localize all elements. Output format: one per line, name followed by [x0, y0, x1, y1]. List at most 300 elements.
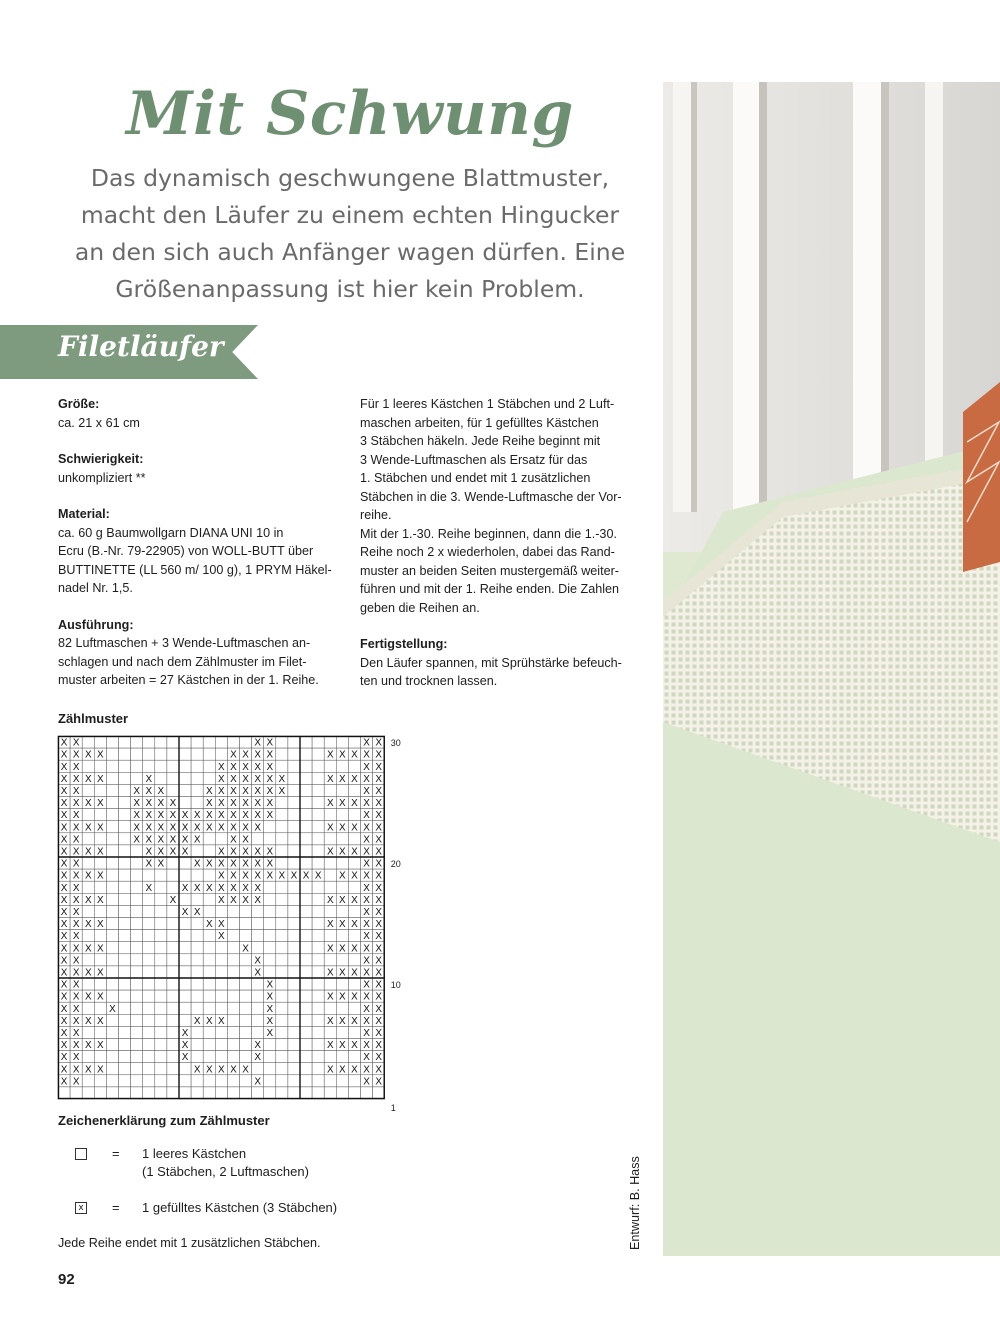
filled-cell-mark: X: [96, 967, 104, 979]
filled-cell-mark: X: [363, 773, 370, 785]
chart-cell: [131, 772, 143, 784]
chart-cell: [155, 1087, 167, 1099]
finish-label: Fertigstellung:: [360, 637, 448, 651]
filled-cell-mark: X: [193, 822, 201, 834]
execution-label: Ausführung:: [58, 617, 134, 632]
chart-cell: [119, 1039, 131, 1051]
chart-cell: [82, 1087, 94, 1099]
chart-cell: [94, 1051, 106, 1063]
chart-cell: [155, 1063, 167, 1075]
filled-cell-mark: X: [72, 846, 80, 858]
intro-line: Das dynamisch geschwungene Blattmuster,: [90, 164, 610, 192]
chart-cell: [276, 930, 288, 942]
chart-cell: [288, 905, 300, 917]
chart-cell: [203, 978, 215, 990]
chart-cell: [191, 784, 203, 796]
filled-cell-mark: X: [326, 991, 334, 1003]
chart-cell: [227, 1051, 239, 1063]
chart-cell: [264, 1087, 276, 1099]
chart-cell: [348, 736, 360, 748]
chart-cell: [276, 905, 288, 917]
filled-cell-mark: X: [351, 1064, 358, 1076]
chart-cell: [324, 905, 336, 917]
chart-cell: [119, 869, 131, 881]
filled-cell-mark: X: [326, 773, 334, 785]
chart-cell: [336, 1026, 348, 1038]
chart-cell: [155, 978, 167, 990]
chart-cell: [106, 809, 118, 821]
filled-cell-mark: X: [181, 822, 189, 834]
chart-cell: [252, 905, 264, 917]
chart-cell: [131, 1075, 143, 1087]
filled-cell-mark: X: [375, 919, 383, 931]
chart-cell: [348, 954, 360, 966]
chart-row-label: 10: [390, 980, 401, 991]
chart-cell: [300, 893, 312, 905]
chart-cell: [240, 954, 252, 966]
chart-cell: [348, 1051, 360, 1063]
chart-cell: [94, 978, 106, 990]
chart-cell: [155, 930, 167, 942]
chart-cell: [336, 905, 348, 917]
filled-cell-mark: X: [266, 798, 274, 810]
filled-cell-mark: X: [205, 822, 213, 834]
filled-cell-mark: X: [375, 907, 383, 918]
filet-pattern-chart: [58, 736, 408, 1113]
chart-cell: [119, 905, 131, 917]
chart-cell: [203, 748, 215, 760]
chart-cell: [348, 978, 360, 990]
chart-cell: [119, 1026, 131, 1038]
filled-cell-mark: X: [363, 1003, 370, 1015]
chart-cell: [179, 869, 191, 881]
chart-cell: [155, 893, 167, 905]
chart-cell: [300, 1087, 312, 1099]
filled-cell-mark: X: [84, 870, 92, 882]
chart-cell: [119, 893, 131, 905]
filled-cell-mark: X: [217, 822, 225, 834]
filled-cell-mark: X: [266, 786, 274, 797]
filled-cell-mark: X: [72, 1040, 80, 1052]
filled-cell-mark: X: [72, 1064, 80, 1076]
filled-cell-mark: X: [351, 894, 358, 906]
chart-cell: [288, 978, 300, 990]
chart-cell: [300, 1039, 312, 1051]
chart-cell: [94, 905, 106, 917]
filled-cell-mark: X: [205, 810, 213, 822]
chart-cell: [312, 942, 324, 954]
chart-cell: [215, 954, 227, 966]
chart-cell: [191, 942, 203, 954]
filled-cell-mark: X: [363, 1028, 370, 1039]
chart-cell: [106, 1087, 118, 1099]
filled-cell-mark: X: [230, 749, 237, 761]
filled-cell-mark: X: [157, 810, 165, 822]
chart-cell: [167, 1087, 179, 1099]
chart-cell: [252, 942, 264, 954]
filled-cell-mark: X: [326, 943, 334, 955]
filled-cell-mark: X: [60, 894, 68, 906]
filled-cell-mark: X: [181, 834, 189, 846]
filled-cell-mark: X: [363, 882, 370, 894]
filled-cell-mark: X: [72, 786, 80, 797]
filled-cell-mark: X: [338, 967, 346, 979]
filled-cell-mark: X: [60, 919, 68, 931]
chart-cell: [119, 809, 131, 821]
filled-cell-mark: X: [60, 822, 68, 834]
chart-cell: [143, 748, 155, 760]
chart-cell: [155, 772, 167, 784]
chart-cell: [373, 1087, 385, 1099]
chart-cell: [227, 1039, 239, 1051]
filled-cell-mark: X: [72, 761, 80, 773]
filled-cell-mark: X: [72, 822, 80, 834]
filled-cell-mark: X: [145, 798, 153, 810]
chart-cell: [240, 1014, 252, 1026]
chart-cell: [203, 905, 215, 917]
filled-cell-mark: X: [351, 798, 358, 810]
filled-cell-mark: X: [254, 822, 262, 834]
chart-cell: [131, 845, 143, 857]
filled-cell-mark: X: [266, 749, 274, 761]
chart-cell: [336, 1087, 348, 1099]
filled-cell-mark: X: [266, 858, 274, 870]
chart-cell: [119, 1014, 131, 1026]
chart-cell: [119, 978, 131, 990]
chart-cell: [264, 893, 276, 905]
chart-cell: [215, 1039, 227, 1051]
filled-cell-mark: X: [363, 858, 370, 870]
filled-cell-mark: X: [72, 882, 80, 894]
filled-cell-mark: X: [278, 870, 286, 882]
chart-cell: [82, 978, 94, 990]
chart-cell: [167, 905, 179, 917]
chart-cell: [119, 760, 131, 772]
filled-cell-mark: X: [363, 870, 370, 882]
filled-cell-mark: X: [254, 894, 262, 906]
chart-cell: [167, 784, 179, 796]
chart-cell: [191, 1039, 203, 1051]
filled-cell-mark: X: [157, 834, 165, 846]
filled-cell-mark: X: [338, 870, 346, 882]
chart-cell: [276, 857, 288, 869]
chart-cell: [240, 990, 252, 1002]
legend-equals: =: [112, 1200, 120, 1215]
chart-cell: [300, 1051, 312, 1063]
chart-cell: [167, 1026, 179, 1038]
filled-cell-mark: X: [351, 822, 358, 834]
filled-cell-mark: X: [96, 919, 104, 931]
filled-cell-mark: X: [254, 870, 262, 882]
chart-cell: [143, 760, 155, 772]
filled-cell-mark: X: [242, 858, 249, 870]
chart-cell: [106, 990, 118, 1002]
filled-cell-mark: X: [96, 894, 104, 906]
chart-cell: [167, 857, 179, 869]
filled-cell-mark: X: [351, 1040, 358, 1052]
difficulty-value: unkompliziert **: [58, 470, 146, 485]
filled-cell-mark: X: [72, 1028, 80, 1039]
chart-cell: [288, 760, 300, 772]
chart-cell: [119, 881, 131, 893]
filled-cell-mark: X: [375, 991, 383, 1003]
chart-cell: [264, 881, 276, 893]
chart-cell: [276, 1051, 288, 1063]
filled-cell-mark: X: [242, 822, 249, 834]
chart-cell: [288, 990, 300, 1002]
chart-cell: [119, 748, 131, 760]
filled-cell-mark: X: [266, 773, 274, 785]
chart-cell: [155, 990, 167, 1002]
filled-cell-mark: X: [72, 870, 80, 882]
chart-cell: [106, 905, 118, 917]
filled-cell-mark: X: [60, 991, 68, 1003]
chart-cell: [264, 954, 276, 966]
filled-cell-mark: X: [363, 798, 370, 810]
chart-cell: [264, 1075, 276, 1087]
chart-cell: [203, 1026, 215, 1038]
chart-cell: [312, 857, 324, 869]
chart-cell: [300, 881, 312, 893]
filled-cell-mark: X: [217, 870, 225, 882]
filled-cell-mark: X: [217, 931, 225, 943]
chart-cell: [300, 930, 312, 942]
chart-cell: [167, 930, 179, 942]
chart-cell: [179, 966, 191, 978]
filled-cell-mark: X: [96, 991, 104, 1003]
chart-cell: [288, 1014, 300, 1026]
chart-cell: [336, 1002, 348, 1014]
chart-cell: [191, 978, 203, 990]
chart-cell: [179, 797, 191, 809]
filled-cell-mark: X: [375, 882, 383, 894]
filled-cell-mark: X: [217, 798, 225, 810]
chart-cell: [191, 869, 203, 881]
chart-cell: [106, 1075, 118, 1087]
chart-cell: [119, 954, 131, 966]
chart-cell: [203, 760, 215, 772]
chart-cell: [227, 990, 239, 1002]
filled-cell-mark: X: [84, 919, 92, 931]
filled-cell-mark: X: [266, 979, 274, 991]
filled-cell-mark: X: [72, 979, 80, 991]
chart-cell: [276, 881, 288, 893]
chart-cell: [276, 1063, 288, 1075]
filled-cell-mark: X: [72, 955, 80, 967]
filled-cell-mark: X: [278, 786, 286, 797]
chart-cell: [300, 797, 312, 809]
chart-cell: [155, 736, 167, 748]
legend-title: Zeichenerklärung zum Zählmuster: [58, 1113, 270, 1128]
chart-cell: [131, 1014, 143, 1026]
filled-cell-mark: X: [338, 773, 346, 785]
chart-cell: [312, 784, 324, 796]
chart-cell: [191, 760, 203, 772]
chart-cell: [167, 1002, 179, 1014]
filled-cell-mark: X: [72, 894, 80, 906]
chart-cell: [348, 1002, 360, 1014]
chart-cell: [82, 1002, 94, 1014]
filled-cell-mark: X: [181, 882, 189, 894]
chart-cell: [276, 966, 288, 978]
chart-cell: [288, 772, 300, 784]
filled-cell-mark: X: [60, 967, 68, 979]
filled-cell-mark: X: [217, 786, 225, 797]
chart-cell: [240, 736, 252, 748]
chart-cell: [300, 918, 312, 930]
chart-cell: [106, 893, 118, 905]
filled-cell-mark: X: [338, 991, 346, 1003]
chart-cell: [167, 1075, 179, 1087]
chart-cell: [94, 1087, 106, 1099]
chart-cell: [288, 809, 300, 821]
chart-cell: [106, 918, 118, 930]
chart-cell: [106, 1026, 118, 1038]
chart-cell: [155, 966, 167, 978]
chart-cell: [131, 760, 143, 772]
filled-cell-mark: X: [375, 786, 383, 797]
chart-cell: [179, 918, 191, 930]
chart-cell: [264, 1039, 276, 1051]
chart-cell: [336, 784, 348, 796]
filled-cell-mark: X: [60, 870, 68, 882]
filled-cell-mark: X: [230, 798, 237, 810]
filled-cell-mark: X: [375, 858, 383, 870]
chart-cell: [106, 942, 118, 954]
chart-cell: [167, 869, 179, 881]
chart-cell: [131, 1026, 143, 1038]
chart-cell: [106, 772, 118, 784]
chart-cell: [167, 954, 179, 966]
chart-cell: [82, 1075, 94, 1087]
chart-cell: [240, 905, 252, 917]
filled-cell-mark: X: [375, 979, 383, 991]
filled-cell-mark: X: [133, 786, 141, 797]
chart-cell: [155, 881, 167, 893]
chart-cell: [215, 1051, 227, 1063]
chart-cell: [119, 821, 131, 833]
chart-cell: [191, 1087, 203, 1099]
chart-cell: [324, 833, 336, 845]
chart-cell: [240, 930, 252, 942]
chart-cell: [300, 760, 312, 772]
chart-cell: [106, 748, 118, 760]
chart-cell: [227, 736, 239, 748]
filled-cell-mark: X: [217, 858, 225, 870]
filled-cell-mark: X: [230, 858, 237, 870]
filled-cell-mark: X: [169, 798, 177, 810]
filled-cell-mark: X: [84, 749, 92, 761]
filled-cell-mark: X: [84, 1015, 92, 1027]
filled-cell-mark: X: [375, 773, 383, 785]
filled-cell-mark: X: [338, 919, 346, 931]
execution-line: 82 Luftmaschen + 3 Wende-Luftmaschen an-: [58, 636, 311, 650]
filled-cell-mark: X: [242, 749, 249, 761]
filled-cell-mark: X: [363, 1076, 370, 1088]
chart-cell: [312, 966, 324, 978]
filled-cell-mark: X: [363, 894, 370, 906]
chart-cell: [300, 1026, 312, 1038]
chart-cell: [94, 809, 106, 821]
chart-cell: [312, 905, 324, 917]
chart-cell: [252, 1002, 264, 1014]
chart-cell: [191, 1002, 203, 1014]
filled-cell-mark: X: [84, 967, 92, 979]
filled-cell-mark: X: [96, 773, 104, 785]
chart-cell: [143, 978, 155, 990]
chart-cell: [324, 736, 336, 748]
chart-cell: [143, 1039, 155, 1051]
legend-empty-detail: (1 Stäbchen, 2 Luftmaschen): [142, 1164, 309, 1179]
chart-cell: [252, 1014, 264, 1026]
chart-cell: [155, 869, 167, 881]
chart-cell: [288, 918, 300, 930]
filled-cell-mark: X: [351, 943, 358, 955]
filled-cell-mark: X: [193, 907, 201, 918]
chart-cell: [215, 990, 227, 1002]
filled-cell-mark: X: [157, 798, 165, 810]
chart-cell: [155, 1039, 167, 1051]
filled-cell-mark: X: [217, 919, 225, 931]
chart-cell: [336, 1051, 348, 1063]
filled-cell-mark: X: [363, 955, 370, 967]
filled-cell-mark: X: [72, 1052, 80, 1064]
material-line: nadel Nr. 1,5.: [58, 581, 133, 595]
chart-cell: [264, 905, 276, 917]
chart-cell: [82, 881, 94, 893]
chart-cell: [167, 736, 179, 748]
chart-cell: [300, 954, 312, 966]
page-title: Mit Schwung: [126, 79, 574, 149]
chart-cell: [106, 857, 118, 869]
filled-cell-mark: X: [84, 846, 92, 858]
filled-cell-mark: X: [338, 846, 346, 858]
filled-cell-mark: X: [217, 882, 225, 894]
filled-cell-mark: X: [230, 834, 237, 846]
finish-line: Den Läufer spannen, mit Sprühstärke befeuch-: [360, 655, 622, 670]
filled-cell-mark: X: [72, 773, 80, 785]
chart-cell: [179, 978, 191, 990]
filled-cell-mark: X: [266, 810, 274, 822]
chart-cell: [215, 1026, 227, 1038]
chart-cell: [336, 736, 348, 748]
filled-cell-mark: X: [72, 931, 80, 943]
filled-cell-mark: X: [375, 822, 383, 834]
legend-equals: =: [112, 1146, 120, 1161]
filled-cell-mark: X: [60, 761, 68, 773]
filled-cell-mark: X: [326, 919, 334, 931]
chart-cell: [167, 1063, 179, 1075]
left-column: [58, 395, 336, 708]
filled-cell-mark: X: [326, 967, 334, 979]
instruction-line: Mit der 1.-30. Reihe beginnen, dann die 1.-30.: [360, 526, 617, 541]
chart-cell: [264, 942, 276, 954]
filled-cell-mark: X: [326, 1040, 334, 1052]
chart-cell: [312, 930, 324, 942]
chart-cell: [203, 930, 215, 942]
chart-cell: [191, 797, 203, 809]
filled-cell-mark: X: [72, 919, 80, 931]
chart-cell: [312, 1026, 324, 1038]
chart-cell: [167, 1014, 179, 1026]
filled-cell-mark: X: [230, 761, 237, 773]
filled-cell-mark: X: [72, 1015, 80, 1027]
filled-cell-mark: X: [351, 1015, 358, 1027]
filled-cell-mark: X: [133, 798, 141, 810]
filled-cell-mark: X: [242, 786, 249, 797]
chart-cell: [143, 966, 155, 978]
chart-cell: [252, 990, 264, 1002]
